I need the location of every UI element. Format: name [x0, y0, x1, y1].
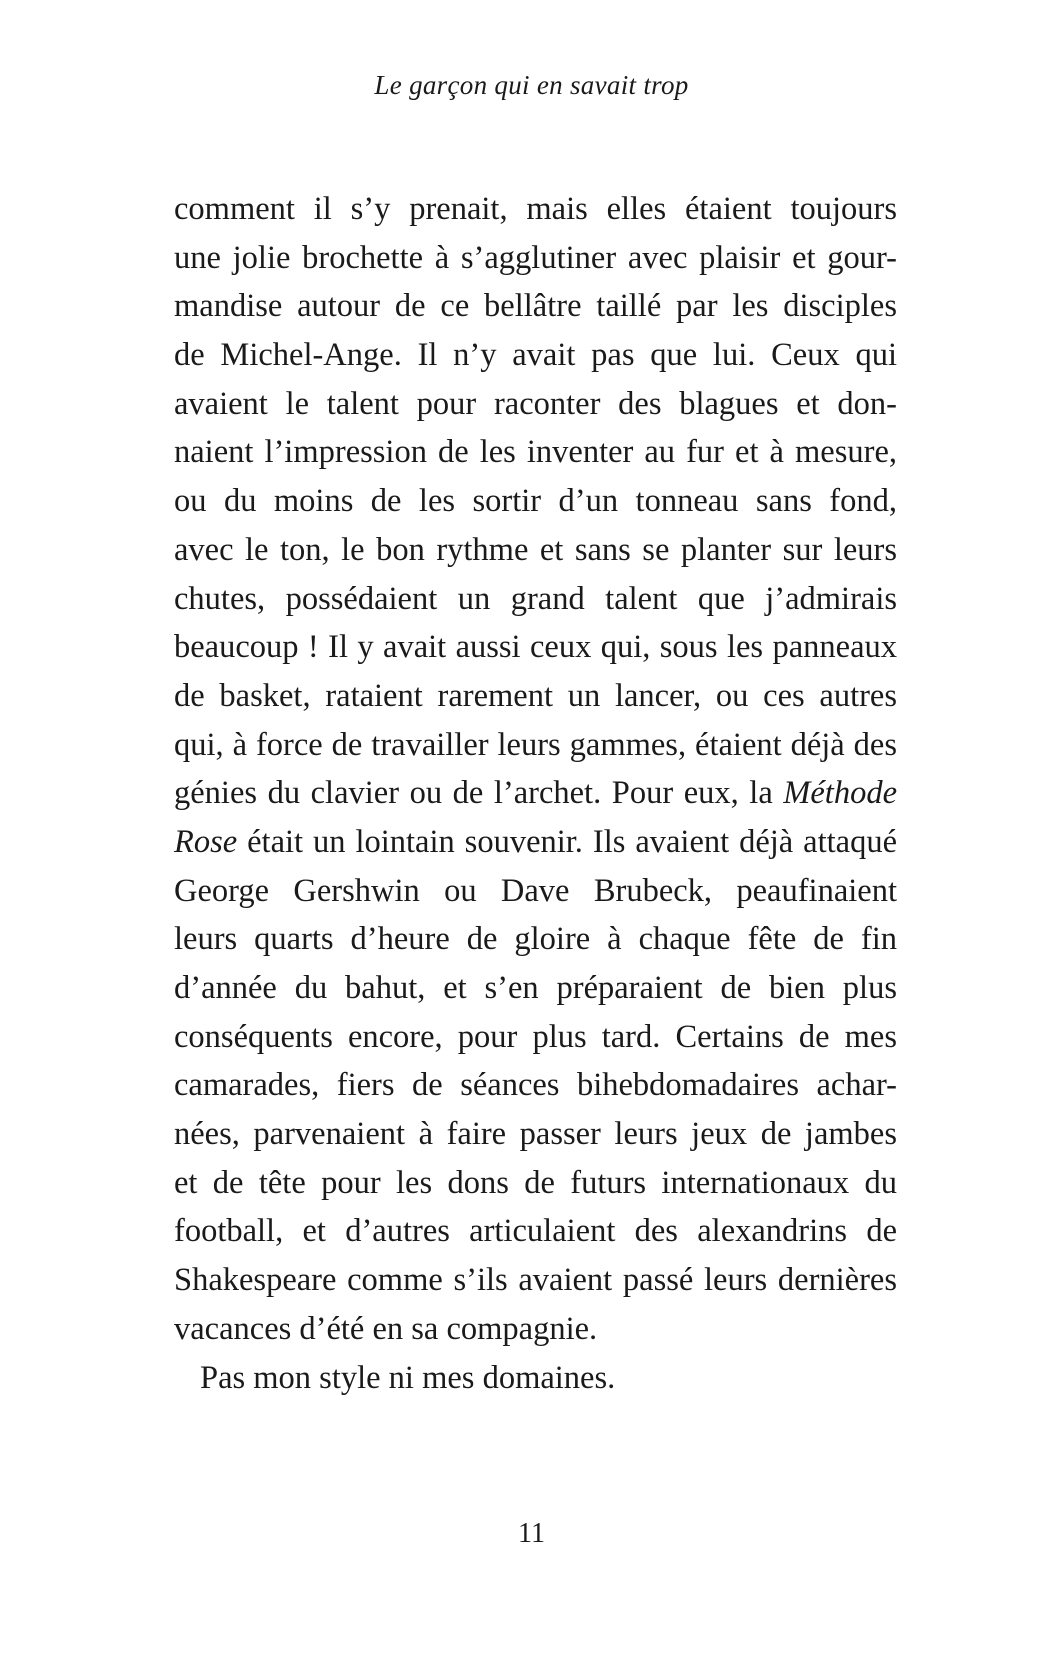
italic-title-word: Rose — [174, 823, 238, 860]
text-line: naient l’impression de les inventer au fur et à mesure, — [174, 434, 897, 471]
text-line: de basket, rataient rarement un lancer, ou ces autres — [174, 677, 897, 714]
text-line: ou du moins de les sortir d’un tonneau sans fond, — [174, 483, 897, 520]
text-line: vacances d’été en sa compagnie. — [174, 1310, 598, 1347]
text-line: mandise autour de ce bellâtre taillé par les disciples — [174, 288, 897, 325]
text-line — [174, 818, 897, 867]
text-line-segment: était un lointain souvenir. Ils avaient déjà attaqué — [237, 823, 897, 860]
text-line: Shakespeare comme s’ils avaient passé leurs dernières — [174, 1262, 897, 1299]
text-line: George Gershwin ou Dave Brubeck, peaufinaient — [174, 872, 897, 909]
text-line: de Michel-Ange. Il n’y avait pas que lui. Ceux qui — [174, 337, 897, 374]
text-line: camarades, fiers de séances bihebdomadaires achar- — [174, 1067, 897, 1104]
text-line: football, et d’autres articulaient des alexandrins de — [174, 1213, 897, 1250]
text-line: une jolie brochette à s’agglutiner avec plaisir et gour- — [174, 239, 897, 276]
text-line: nées, parvenaient à faire passer leurs jeux de jambes — [174, 1116, 897, 1153]
running-title: Le garçon qui en savait trop — [374, 70, 689, 100]
text-line: qui, à force de travailler leurs gammes, étaient déjà des — [174, 726, 897, 763]
text-line: avec le ton, le bon rythme et sans se planter sur leurs — [174, 531, 897, 568]
final-paragraph: Pas mon style ni mes domaines. — [200, 1359, 616, 1396]
text-line: leurs quarts d’heure de gloire à chaque fête de fin — [174, 921, 897, 958]
page-number: 11 — [518, 1518, 545, 1549]
text-line: chutes, possédaient un grand talent que j’admirais — [174, 580, 897, 617]
text-line: avaient le talent pour raconter des blagues et don- — [174, 385, 897, 422]
text-line: beaucoup ! Il y avait aussi ceux qui, sous les panneaux — [174, 629, 897, 666]
text-line: d’année du bahut, et s’en préparaient de bien plus — [174, 970, 897, 1006]
italic-title-word: Méthode — [783, 775, 897, 812]
text-line: et de tête pour les dons de futurs internationaux du — [174, 1164, 897, 1201]
text-line — [174, 769, 897, 818]
text-line-segment: génies du clavier ou de l’archet. Pour eux, la — [174, 775, 784, 812]
body-text — [174, 185, 897, 1402]
text-line: conséquents encore, pour plus tard. Certains de mes — [174, 1018, 897, 1055]
text-line: comment il s’y prenait, mais elles étaient toujours — [174, 191, 897, 227]
